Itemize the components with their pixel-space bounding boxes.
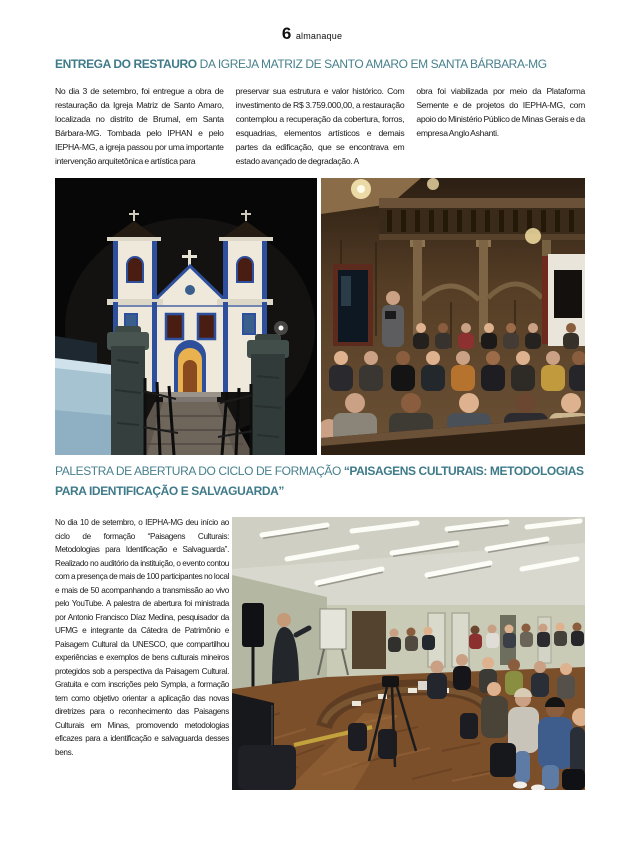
article2-headline-bold: “PAISAGENS CULTURAIS: METODOLOGIAS PARA IDENTIFICAÇÃO E SALVAGUARDA” bbox=[55, 464, 584, 498]
article1-column-2: preservar sua estrutura e valor histórico. Com investimento de R$ 3.759.000,00, a restauração contemplou a recuperação da cobertura, forros, esquadrias, elementos artísticos e demais partes da edificação, que se encontrava em estado avançado de degradação. A bbox=[235, 86, 405, 167]
page-header bbox=[0, 24, 624, 44]
audience-historic-hall-photo bbox=[321, 178, 585, 455]
article1-column-3: obra foi viabilizada por meio da Plataforma Semente e de projetos do IEPHA-MG, com apoio do Ministério Público de Minas Gerais e da empresa Anglo Ashanti. bbox=[416, 86, 586, 139]
article1-column-1: No dia 3 de setembro, foi entregue a obra de restauração da Igreja Matriz de Santo Amaro, localizada no distrito de Brumal, em Santa Bárbara-MG. Tombada pelo IPHAN e pelo IEPHA-MG, a igreja passou por uma importante intervenção arquitetônica e artística para bbox=[55, 86, 224, 167]
article1-headline bbox=[55, 54, 590, 74]
article1-headline-bold: ENTREGA DO RESTAURO bbox=[55, 57, 197, 71]
auditorium-lecture-photo bbox=[232, 517, 585, 790]
article1-headline-rest: DA IGREJA MATRIZ DE SANTO AMARO EM SANTA BÁRBARA-MG bbox=[196, 57, 547, 71]
article1-photo-row bbox=[55, 178, 585, 455]
article1-columns bbox=[55, 84, 585, 169]
church-night-photo bbox=[55, 178, 317, 455]
page-number: 6 bbox=[281, 24, 291, 43]
article2-headline-normal: PALESTRA DE ABERTURA DO CICLO DE FORMAÇÃO bbox=[55, 464, 344, 478]
magazine-title: almanaque bbox=[295, 31, 343, 41]
article2-body: No dia 10 de setembro, o IEPHA-MG deu início ao ciclo de formação “Paisagens Culturais: Metodologias para Identificação e Salvaguarda”. Realizado no auditório da instituição, o evento contou com a presença de mais de 100 participantes no local e mais de 50 acompanhando a transmissão ao vivo pelo YouTube. A palestra de abertura foi ministrada por Antonio Francisco Díaz Medina, pesquisador da UFMG e integrante da Cátedra de Patrimônio e Paisagem Cultural da UNESCO, que compartilhou experiências e exemplos de bens culturais mineiros protegidos sob a perspectiva da Paisagem Cultural. Gratuita e com inscrições pelo Sympla, a formação tem como objetivo orientar a aplicação das novas diretrizes para o reconhecimento das Paisagens Culturais em Minas, promovendo metodologias eficazes para a identificação e salvaguarda desses bens. bbox=[55, 518, 229, 757]
article2-headline bbox=[55, 461, 590, 501]
